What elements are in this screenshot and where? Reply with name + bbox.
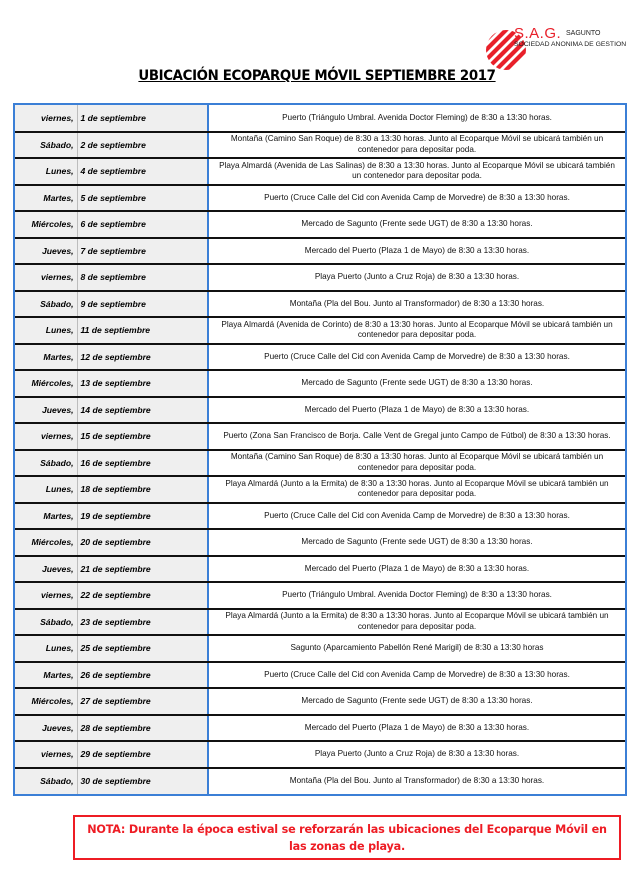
location-cell: Puerto (Cruce Calle del Cid con Avenida Camp de Morvedre) de 8:30 a 13:30 horas. — [208, 185, 625, 212]
table-row — [15, 370, 625, 397]
logo-city: SAGUNTO — [566, 30, 601, 37]
location-cell: Mercado de Sagunto (Frente sede UGT) de 8:30 a 13:30 horas. — [208, 370, 625, 397]
table-row — [15, 291, 625, 318]
day-cell: Lunes, — [15, 476, 77, 503]
schedule-table — [13, 103, 627, 796]
table-row — [15, 503, 625, 530]
table-row — [15, 238, 625, 265]
location-cell: Puerto (Cruce Calle del Cid con Avenida Camp de Morvedre) de 8:30 a 13:30 horas. — [208, 503, 625, 530]
day-cell: Lunes, — [15, 158, 77, 185]
location-cell: Mercado de Sagunto (Frente sede UGT) de 8:30 a 13:30 horas. — [208, 688, 625, 715]
location-cell: Mercado del Puerto (Plaza 1 de Mayo) de 8:30 a 13:30 horas. — [208, 397, 625, 424]
day-cell: Jueves, — [15, 397, 77, 424]
date-cell: 22 de septiembre — [77, 582, 208, 609]
date-cell: 13 de septiembre — [77, 370, 208, 397]
location-cell: Playa Puerto (Junto a Cruz Roja) de 8:30 a 13:30 horas. — [208, 741, 625, 768]
date-cell: 7 de septiembre — [77, 238, 208, 265]
table-row — [15, 741, 625, 768]
table-row — [15, 476, 625, 503]
schedule-body — [15, 105, 625, 794]
location-cell: Montaña (Pla del Bou. Junto al Transformador) de 8:30 a 13:30 horas. — [208, 291, 625, 318]
location-cell: Playa Puerto (Junto a Cruz Roja) de 8:30 a 13:30 horas. — [208, 264, 625, 291]
day-cell: Miércoles, — [15, 370, 77, 397]
day-cell: Jueves, — [15, 238, 77, 265]
location-cell: Mercado de Sagunto (Frente sede UGT) de 8:30 a 13:30 horas. — [208, 529, 625, 556]
day-cell: viernes, — [15, 264, 77, 291]
table-row — [15, 768, 625, 795]
day-cell: viernes, — [15, 582, 77, 609]
table-row — [15, 529, 625, 556]
note-box — [73, 815, 621, 860]
date-cell: 26 de septiembre — [77, 662, 208, 689]
day-cell: Lunes, — [15, 635, 77, 662]
date-cell: 14 de septiembre — [77, 397, 208, 424]
table-row — [15, 662, 625, 689]
table-row — [15, 582, 625, 609]
location-cell: Montaña (Camino San Roque) de 8:30 a 13:30 horas. Junto al Ecoparque Móvil se ubicará también un contenedor para depositar poda. — [208, 450, 625, 477]
day-cell: Miércoles, — [15, 211, 77, 238]
date-cell: 16 de septiembre — [77, 450, 208, 477]
date-cell: 29 de septiembre — [77, 741, 208, 768]
day-cell: Martes, — [15, 344, 77, 371]
table-row — [15, 317, 625, 344]
logo-subtitle: SOCIEDAD ANONIMA DE GESTION — [514, 41, 627, 48]
table-row — [15, 158, 625, 185]
location-cell: Montaña (Camino San Roque) de 8:30 a 13:30 horas. Junto al Ecoparque Móvil se ubicará también un contenedor para depositar poda. — [208, 132, 625, 159]
table-row — [15, 397, 625, 424]
table-row — [15, 105, 625, 132]
table-row — [15, 688, 625, 715]
date-cell: 6 de septiembre — [77, 211, 208, 238]
day-cell: Sábado, — [15, 609, 77, 636]
location-cell: Mercado de Sagunto (Frente sede UGT) de 8:30 a 13:30 horas. — [208, 211, 625, 238]
location-cell: Mercado del Puerto (Plaza 1 de Mayo) de 8:30 a 13:30 horas. — [208, 238, 625, 265]
day-cell: Martes, — [15, 185, 77, 212]
location-cell: Mercado del Puerto (Plaza 1 de Mayo) de 8:30 a 13:30 horas. — [208, 556, 625, 583]
date-cell: 30 de septiembre — [77, 768, 208, 795]
date-cell: 9 de septiembre — [77, 291, 208, 318]
day-cell: viernes, — [15, 105, 77, 132]
table-row — [15, 556, 625, 583]
location-cell: Montaña (Pla del Bou. Junto al Transformador) de 8:30 a 13:30 horas. — [208, 768, 625, 795]
table-row — [15, 635, 625, 662]
location-cell: Playa Almardá (Junto a la Ermita) de 8:30 a 13:30 horas. Junto al Ecoparque Móvil se ubicará también un contenedor para depositar poda. — [208, 476, 625, 503]
date-cell: 2 de septiembre — [77, 132, 208, 159]
table-row — [15, 609, 625, 636]
location-cell: Playa Almardá (Avenida de Corinto) de 8:30 a 13:30 horas. Junto al Ecoparque Móvil se ubicará también un contenedor para depositar poda. — [208, 317, 625, 344]
location-cell: Puerto (Zona San Francisco de Borja. Calle Vent de Gregal junto Campo de Fútbol) de 8:30 a 13:30 horas. — [208, 423, 625, 450]
table-row — [15, 450, 625, 477]
day-cell: Lunes, — [15, 317, 77, 344]
day-cell: Martes, — [15, 662, 77, 689]
date-cell: 19 de septiembre — [77, 503, 208, 530]
date-cell: 21 de septiembre — [77, 556, 208, 583]
date-cell: 18 de septiembre — [77, 476, 208, 503]
day-cell: Sábado, — [15, 132, 77, 159]
table-row — [15, 132, 625, 159]
date-cell: 8 de septiembre — [77, 264, 208, 291]
day-cell: Jueves, — [15, 556, 77, 583]
date-cell: 4 de septiembre — [77, 158, 208, 185]
table-row — [15, 344, 625, 371]
day-cell: viernes, — [15, 741, 77, 768]
day-cell: Sábado, — [15, 768, 77, 795]
location-cell: Sagunto (Aparcamiento Pabellón René Marigil) de 8:30 a 13:30 horas — [208, 635, 625, 662]
location-cell: Puerto (Triángulo Umbral. Avenida Doctor Fleming) de 8:30 a 13:30 horas. — [208, 105, 625, 132]
location-cell: Puerto (Cruce Calle del Cid con Avenida Camp de Morvedre) de 8:30 a 13:30 horas. — [208, 662, 625, 689]
page-title: UBICACIÓN ECOPARQUE MÓVIL SEPTIEMBRE 2017 — [138, 68, 496, 84]
day-cell: Miércoles, — [15, 688, 77, 715]
location-cell: Puerto (Triángulo Umbral. Avenida Doctor Fleming) de 8:30 a 13:30 horas. — [208, 582, 625, 609]
sag-logo — [484, 20, 634, 70]
date-cell: 15 de septiembre — [77, 423, 208, 450]
date-cell: 20 de septiembre — [77, 529, 208, 556]
location-cell: Mercado del Puerto (Plaza 1 de Mayo) de 8:30 a 13:30 horas. — [208, 715, 625, 742]
day-cell: viernes, — [15, 423, 77, 450]
date-cell: 23 de septiembre — [77, 609, 208, 636]
table-row — [15, 264, 625, 291]
day-cell: Martes, — [15, 503, 77, 530]
table-row — [15, 715, 625, 742]
location-cell: Playa Almardá (Avenida de Las Salinas) de 8:30 a 13:30 horas. Junto al Ecoparque Móvil se ubicará también un contenedor para depositar poda. — [208, 158, 625, 185]
day-cell: Jueves, — [15, 715, 77, 742]
date-cell: 27 de septiembre — [77, 688, 208, 715]
location-cell: Playa Almardá (Junto a la Ermita) de 8:30 a 13:30 horas. Junto al Ecoparque Móvil se ubicará también un contenedor para depositar poda. — [208, 609, 625, 636]
logo-name: S.A.G. — [514, 25, 562, 42]
note-text: NOTA: Durante la época estival se reforzarán las ubicaciones del Ecoparque Móvil en las zonas de playa. — [87, 822, 607, 853]
date-cell: 1 de septiembre — [77, 105, 208, 132]
day-cell: Sábado, — [15, 291, 77, 318]
day-cell: Miércoles, — [15, 529, 77, 556]
date-cell: 28 de septiembre — [77, 715, 208, 742]
date-cell: 12 de septiembre — [77, 344, 208, 371]
date-cell: 11 de septiembre — [77, 317, 208, 344]
date-cell: 5 de septiembre — [77, 185, 208, 212]
date-cell: 25 de septiembre — [77, 635, 208, 662]
table-row — [15, 185, 625, 212]
table-row — [15, 423, 625, 450]
location-cell: Puerto (Cruce Calle del Cid con Avenida Camp de Morvedre) de 8:30 a 13:30 horas. — [208, 344, 625, 371]
table-row — [15, 211, 625, 238]
day-cell: Sábado, — [15, 450, 77, 477]
